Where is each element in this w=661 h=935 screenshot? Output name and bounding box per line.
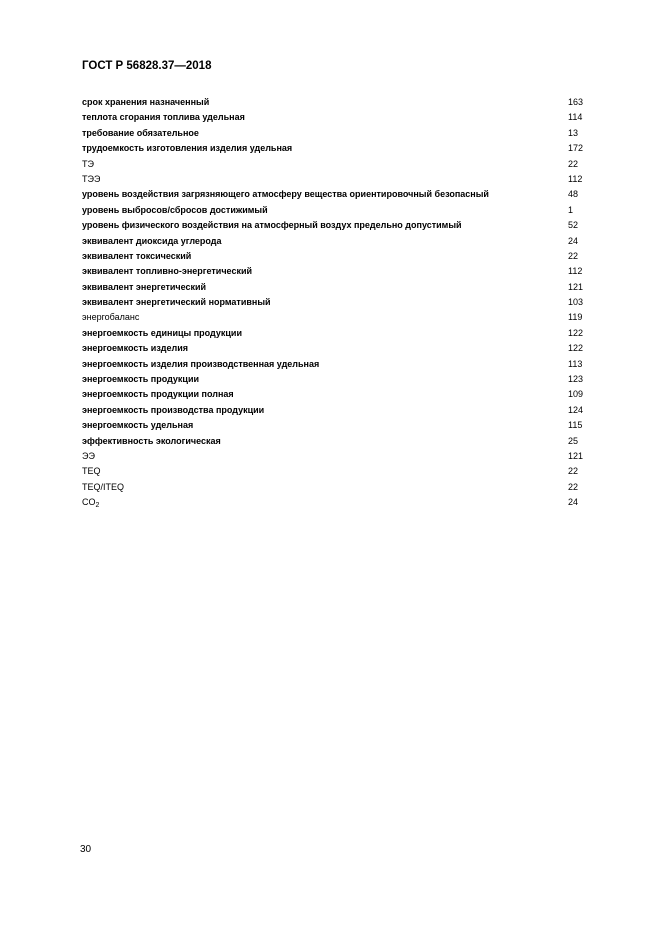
index-term xyxy=(82,434,221,449)
index-entry xyxy=(82,264,592,279)
index-page-number: 122 xyxy=(568,327,584,338)
index-term xyxy=(82,234,222,249)
index-entry xyxy=(82,280,592,295)
index-term xyxy=(82,203,268,218)
index-entry xyxy=(82,249,592,264)
index-page-number: 52 xyxy=(568,220,579,231)
index-entry xyxy=(82,326,592,341)
index-term-text: энергоемкость единицы продукции xyxy=(82,327,242,338)
index-term-text: энергоемкость изделия xyxy=(82,343,189,354)
index-page-number: 122 xyxy=(568,343,584,354)
index-entry xyxy=(82,157,592,172)
index-page-number: 112 xyxy=(568,266,583,277)
index-term xyxy=(82,110,245,125)
index-term-text: ТЭЭ xyxy=(82,173,101,184)
index-term xyxy=(82,95,209,110)
index-page-number: 103 xyxy=(568,297,584,308)
index-term-text: срок хранения назначенный xyxy=(82,97,210,107)
index-term-text: эффективность экологическая xyxy=(82,435,221,446)
index-entry xyxy=(82,234,592,249)
index-term-text: энергоемкость производства продукции xyxy=(82,404,265,415)
index-term-text: эквивалент энергетический xyxy=(82,281,207,292)
index-term xyxy=(82,372,199,387)
index-entry xyxy=(82,203,592,218)
index-page-number: 121 xyxy=(568,281,584,292)
index-term-text: эквивалент токсический xyxy=(82,250,192,261)
index-page-number: 22 xyxy=(568,481,579,492)
index-term-text: уровень воздействия загрязняющего атмосферу вещества ориентировочный безопасный xyxy=(82,189,489,200)
index-entry xyxy=(82,295,592,310)
index-page-number: 1 xyxy=(568,204,574,215)
index-entry xyxy=(82,172,592,187)
index-term-text: CO xyxy=(82,497,96,508)
index-entry xyxy=(82,110,592,125)
index-page-number: 163 xyxy=(568,97,584,107)
index-term-subscript: 2 xyxy=(95,502,100,510)
index-entry xyxy=(82,480,592,495)
index-term-text: эквивалент энергетический нормативный xyxy=(82,297,271,308)
alphabetical-index xyxy=(82,95,592,511)
index-term xyxy=(82,280,206,295)
document-header: ГОСТ Р 56828.37—2018 xyxy=(82,60,212,72)
index-page-number: 48 xyxy=(568,189,579,200)
index-page-number: 24 xyxy=(568,235,579,246)
index-entry xyxy=(82,434,592,449)
index-entry xyxy=(82,126,592,141)
index-term-text: TEQ/ITEQ xyxy=(82,481,125,492)
index-entry xyxy=(82,403,592,418)
index-term xyxy=(82,172,100,187)
index-term-text: теплота сгорания топлива удельная xyxy=(82,112,245,123)
index-page-number: 24 xyxy=(568,497,579,508)
index-term xyxy=(82,249,191,264)
index-term-text: TEQ xyxy=(82,466,101,477)
index-term-text: энергоемкость изделия производственная удельная xyxy=(82,358,320,369)
index-entry xyxy=(82,449,592,464)
index-term-text: уровень выбросов/сбросов достижимый xyxy=(82,204,268,215)
index-page-number: 22 xyxy=(568,158,579,169)
index-term xyxy=(82,403,264,418)
index-term xyxy=(82,357,319,372)
index-entry xyxy=(82,495,592,510)
index-term-text: энергобаланс xyxy=(82,312,140,323)
index-entry xyxy=(82,95,592,110)
index-term xyxy=(82,295,271,310)
index-page-number: 113 xyxy=(568,358,583,369)
index-term xyxy=(82,341,188,356)
index-term xyxy=(82,387,234,402)
index-page-number: 112 xyxy=(568,173,583,184)
index-page-number: 22 xyxy=(568,250,579,261)
index-term xyxy=(82,480,124,495)
index-term-text: ТЭ xyxy=(82,158,94,169)
index-term xyxy=(82,418,193,433)
index-term xyxy=(82,126,199,141)
page-number: 30 xyxy=(80,844,92,855)
index-term xyxy=(82,495,99,513)
index-entry xyxy=(82,372,592,387)
index-entry xyxy=(82,141,592,156)
index-page-number: 124 xyxy=(568,404,584,415)
index-page-number: 115 xyxy=(568,420,583,431)
index-term xyxy=(82,141,292,156)
index-term xyxy=(82,264,252,279)
index-term xyxy=(82,326,242,341)
index-page-number: 121 xyxy=(568,450,584,461)
index-entry xyxy=(82,310,592,325)
index-entry xyxy=(82,464,592,479)
index-entry xyxy=(82,418,592,433)
index-term-text: энергоемкость удельная xyxy=(82,420,194,431)
index-term xyxy=(82,157,94,172)
index-term-text: эквивалент топливно-энергетический xyxy=(82,266,253,277)
index-term xyxy=(82,310,139,325)
index-term-text: трудоемкость изготовления изделия удельная xyxy=(82,143,293,154)
index-entry xyxy=(82,218,592,233)
index-term-text: энергоемкость продукции полная xyxy=(82,389,234,400)
index-page-number: 22 xyxy=(568,466,579,477)
index-term-text: требование обязательное xyxy=(82,127,199,138)
index-term-text: ЭЭ xyxy=(82,450,95,461)
index-term xyxy=(82,464,101,479)
index-page-number: 123 xyxy=(568,374,584,385)
index-term-text: уровень физического воздействия на атмосферный воздух предельно допустимый xyxy=(82,220,462,231)
index-page-number: 114 xyxy=(568,112,583,123)
index-entry xyxy=(82,387,592,402)
index-page-number: 109 xyxy=(568,389,584,400)
index-term xyxy=(82,187,489,202)
index-entry xyxy=(82,341,592,356)
index-term xyxy=(82,218,462,233)
index-page-number: 172 xyxy=(568,143,584,154)
index-term-text: эквивалент диоксида углерода xyxy=(82,235,222,246)
index-term xyxy=(82,449,95,464)
index-entry xyxy=(82,357,592,372)
index-term-text: энергоемкость продукции xyxy=(82,374,200,385)
index-entry xyxy=(82,187,592,202)
index-page-number: 25 xyxy=(568,435,579,446)
index-page-number: 119 xyxy=(568,312,583,323)
index-page-number: 13 xyxy=(568,127,579,138)
